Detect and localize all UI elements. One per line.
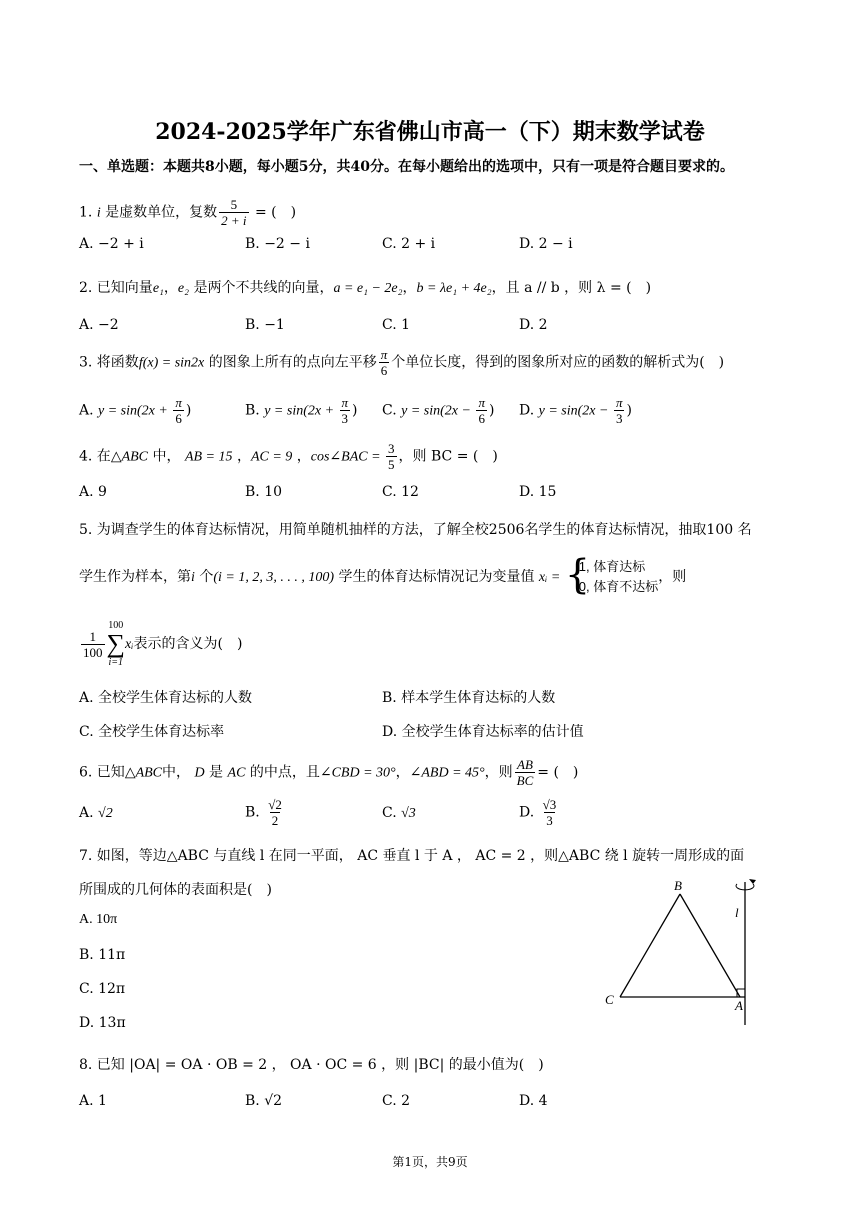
q3-option-a[interactable]: A. y = sin(2x + $\frac{\pi}{6}$ ) [79,395,192,426]
question-5-line-3: $\frac{1}{100}$ 100 ∑ i=1 xᵢ表示的含义为( ) [83,620,243,668]
question-7-line-1: 7. 如图，等边△ABC 与直线 l 在同一平面， AC 垂直 l 于 A ， AC = 2 ，则△ABC 绕 l 旋转一周形成的面 [79,848,745,864]
q5-option-b[interactable]: B. 样本学生体育达标的人数 [382,690,556,706]
q6-option-a[interactable]: A. √2 [79,805,113,821]
question-5-line-1: 5. 为调查学生的体育达标情况，用简单随机抽样的方法，了解全校2506名学生的体育达标情况，抽取100 名 [79,522,752,538]
question-8: 8. 已知 |OA| = OA · OB = 2 ， OA · OC = 6 ，则 |BC| 的最小值为( ) [79,1057,544,1073]
label-b: B [674,878,682,893]
question-5-line-2: 学生作为样本，第i 个(i = 1, 2, 3, . . . , 100) 学生的体育达标情况记为变量值 xᵢ = { 1, 体育达标 0, 体育不达标，则 [79,552,687,598]
q5-option-d[interactable]: D. 全校学生体育达标率的估计值 [382,724,584,740]
q8-option-b[interactable]: B. √2 [245,1093,283,1109]
q3-option-d[interactable]: D. y = sin(2x − $\frac{\pi}{3}$ ) [519,395,632,426]
question-3: 3. 将函数f(x) = sin2x 的图象上所有的点向左平移 $\frac{\pi}{6}$ 个单位长度，得到的图象所对应的函数的解析式为( ) [79,347,725,378]
rotation-arrowhead-icon [749,879,756,884]
question-1: 1. i 是虚数单位，复数 $\frac{5}{2 + i}$ = ( ) [79,197,297,228]
q3-option-c[interactable]: C. y = sin(2x − $\frac{\pi}{6}$ ) [382,395,495,426]
label-a: A [735,998,743,1013]
question-6: 6. 已知△ABC中， D 是 AC 的中点，且∠CBD = 30°，∠ABD = 45°，则 $\frac{AB}{BC}$ = ( ) [79,757,579,788]
q1-option-b[interactable]: B. −2 − i [245,236,310,252]
q8-option-c[interactable]: C. 2 [382,1093,411,1109]
q2-option-b[interactable]: B. −1 [245,317,285,333]
q6-option-d[interactable]: D. $\frac{√3}{3}$ [519,797,557,828]
q8-option-a[interactable]: A. 1 [79,1093,107,1109]
page-footer: 第1页，共9页 [392,1155,468,1169]
page-title: 2024-2025学年广东省佛山市高一（下）期末数学试卷 [155,119,705,145]
q7-option-d[interactable]: D. 13π [79,1015,126,1031]
side-ba [680,894,740,997]
piecewise-cases: { 1, 体育达标 0, 体育不达标 [564,552,659,598]
q8-option-d[interactable]: D. 4 [519,1093,548,1109]
q7-option-b[interactable]: B. 11π [79,947,126,963]
q6-option-c[interactable]: C. √3 [382,805,416,821]
label-c: C [605,992,614,1007]
q1-option-a[interactable]: A. −2 + i [79,236,144,252]
q1-option-d[interactable]: D. 2 − i [519,236,573,252]
q4-option-d[interactable]: D. 15 [519,484,557,500]
question-7-line-2: 所围成的几何体的表面积是( ) [79,882,272,898]
side-cb [620,894,680,997]
q5-option-a[interactable]: A. 全校学生体育达标的人数 [79,690,253,706]
q4-option-c[interactable]: C. 12 [382,484,419,500]
section-heading: 一、单选题：本题共8小题，每小题5分，共40分。在每小题给出的选项中，只有一项是符合题目要求的。 [79,159,734,175]
q2-option-c[interactable]: C. 1 [382,317,411,333]
question-2: 2. 已知向量e₁，e₂ 是两个不共线的向量，a = e₁ − 2e₂，b = λe₁ + 4e₂，且 a // b ，则 λ = ( ) [79,280,652,296]
q1-option-c[interactable]: C. 2 + i [382,236,436,252]
label-l: l [735,905,739,920]
triangle-rotation-figure [600,870,770,1030]
q4-option-b[interactable]: B. 10 [245,484,283,500]
q7-option-a[interactable]: A. 10π [79,912,118,927]
q4-option-a[interactable]: A. 9 [79,484,107,500]
q2-option-d[interactable]: D. 2 [519,317,548,333]
question-4: 4. 在△ABC 中， AB = 15 ，AC = 9 ，cos∠BAC = $\frac{3}{5}$ ，则 BC = ( ) [79,441,498,472]
q6-option-b[interactable]: B. $\frac{√2}{2}$ [245,797,282,828]
q5-option-c[interactable]: C. 全校学生体育达标率 [79,724,225,740]
q2-option-a[interactable]: A. −2 [79,317,119,333]
q3-option-b[interactable]: B. y = sin(2x + $\frac{\pi}{3}$ ) [245,395,358,426]
q7-option-c[interactable]: C. 12π [79,981,126,997]
summation-symbol: 100 ∑ i=1 [106,620,126,668]
